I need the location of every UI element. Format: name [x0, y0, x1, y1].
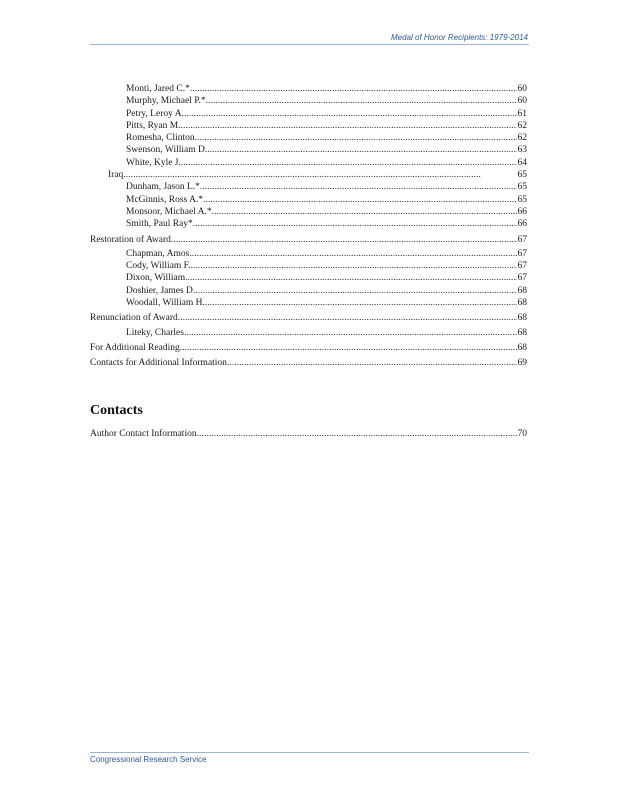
toc-entry-label: Pitts, Ryan M. — [126, 120, 181, 131]
contacts-list — [90, 428, 527, 442]
toc-entry[interactable] — [90, 108, 527, 120]
toc-entry[interactable] — [90, 260, 527, 272]
dot-leader — [184, 327, 517, 339]
table-of-contents — [90, 83, 527, 372]
dot-leader — [190, 83, 517, 95]
toc-entry-label: For Additional Reading — [90, 342, 180, 353]
toc-entry-page: 65 — [517, 170, 527, 181]
header-divider — [90, 44, 529, 45]
toc-entry[interactable] — [90, 218, 527, 230]
toc-entry-page: 62 — [517, 120, 527, 131]
toc-entry[interactable] — [90, 234, 527, 246]
footer-divider — [90, 752, 529, 753]
toc-entry[interactable] — [90, 95, 527, 107]
toc-entry-page: 64 — [517, 157, 527, 168]
toc-entry-page: 66 — [517, 219, 527, 230]
toc-entry[interactable] — [90, 206, 527, 218]
dot-leader — [207, 144, 516, 156]
toc-entry[interactable] — [90, 312, 527, 324]
toc-entry[interactable] — [90, 120, 527, 132]
toc-entry-page: 66 — [517, 206, 527, 217]
dot-leader — [191, 260, 517, 272]
dot-leader — [197, 428, 517, 440]
running-header-title: Medal of Honor Recipients: 1979-2014 — [391, 33, 528, 42]
dot-leader — [195, 285, 516, 297]
toc-entry-label: Liteky, Charles — [126, 327, 184, 338]
toc-entry-label: White, Kyle J. — [126, 157, 181, 168]
toc-entry[interactable] — [90, 248, 527, 260]
toc-entry-label: Monti, Jared C.* — [126, 84, 190, 94]
toc-entry[interactable] — [90, 357, 527, 369]
toc-entry-page: 68 — [517, 342, 527, 353]
toc-entry-label: Romesha, Clinton — [126, 133, 195, 144]
dot-leader — [178, 312, 517, 324]
toc-entry[interactable] — [90, 272, 527, 284]
toc-entry-page: 65 — [517, 182, 527, 193]
dot-leader — [212, 206, 517, 218]
toc-entry-label: Author Contact Information — [90, 429, 197, 439]
contacts-heading: Contacts — [90, 403, 143, 418]
toc-entry-page: 69 — [517, 358, 527, 369]
toc-entry[interactable] — [90, 428, 527, 440]
toc-entry-label: Dixon, William — [126, 273, 186, 284]
toc-entry-label: Chapman, Amos — [126, 248, 190, 259]
toc-entry-label: Iraq — [108, 170, 124, 181]
toc-entry[interactable] — [90, 83, 527, 95]
toc-entry[interactable] — [90, 285, 527, 297]
dot-leader — [193, 218, 517, 230]
dot-leader — [206, 95, 517, 107]
toc-entry-page: 63 — [517, 145, 527, 156]
dot-leader — [227, 357, 517, 369]
dot-leader — [200, 181, 517, 193]
toc-entry[interactable] — [90, 327, 527, 339]
toc-entry[interactable] — [90, 157, 527, 169]
toc-entry-page: 67 — [517, 234, 527, 245]
dot-leader — [195, 132, 517, 144]
toc-entry-page: 68 — [517, 327, 527, 338]
toc-entry-page: 62 — [517, 133, 527, 144]
toc-entry-label: Renunciation of Award — [90, 313, 178, 324]
toc-entry-label: Smith, Paul Ray* — [126, 219, 193, 230]
toc-entry-label: McGinnis, Ross A.* — [126, 194, 204, 205]
toc-entry-page: 61 — [517, 108, 527, 119]
dot-leader — [180, 342, 517, 354]
toc-entry-label: Cody, William F. — [126, 261, 191, 272]
toc-entry[interactable] — [90, 144, 527, 156]
toc-entry-page: 67 — [517, 248, 527, 259]
toc-entry-page: 70 — [517, 429, 527, 439]
toc-entry-label: Doshier, James D. — [126, 285, 196, 296]
toc-entry-label: Swenson, William D. — [126, 145, 208, 156]
toc-entry-page: 60 — [517, 96, 527, 107]
dot-leader — [181, 120, 517, 132]
toc-entry-page: 68 — [517, 313, 527, 324]
toc-entry[interactable] — [90, 194, 527, 206]
toc-entry-page: 68 — [517, 285, 527, 296]
dot-leader — [181, 157, 517, 169]
dot-leader — [203, 194, 516, 206]
toc-entry-label: Dunham, Jason L.* — [126, 182, 200, 193]
toc-entry-label: Woodall, William H. — [126, 298, 205, 309]
dot-leader — [189, 248, 516, 260]
toc-entry[interactable] — [90, 297, 527, 309]
toc-entry-page: 65 — [517, 194, 527, 205]
toc-entry-page: 67 — [517, 273, 527, 284]
toc-entry-label: Monsoor, Michael A.* — [126, 206, 212, 217]
toc-entry-label: Murphy, Michael P.* — [126, 96, 206, 107]
footer-organization: Congressional Research Service — [90, 755, 207, 764]
toc-entry-page: 60 — [517, 84, 527, 94]
dot-leader — [184, 108, 517, 120]
dot-leader — [123, 169, 516, 181]
toc-entry-label: Contacts for Additional Information — [90, 358, 227, 369]
toc-entry-page: 67 — [517, 261, 527, 272]
toc-entry[interactable] — [90, 132, 527, 144]
dot-leader — [205, 297, 517, 309]
toc-entry-label: Restoration of Award — [90, 234, 171, 245]
dot-leader — [171, 234, 517, 246]
toc-entry-label: Petry, Leroy A. — [126, 108, 184, 119]
toc-entry[interactable] — [90, 342, 527, 354]
toc-entry[interactable] — [90, 181, 527, 193]
dot-leader — [185, 272, 516, 284]
toc-entry-page: 68 — [517, 298, 527, 309]
toc-entry[interactable] — [90, 169, 527, 181]
